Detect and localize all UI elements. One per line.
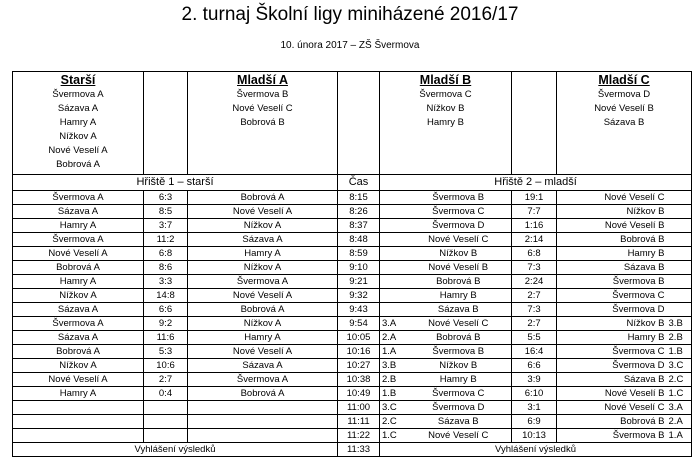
field2-score: 6:6: [512, 359, 557, 373]
field1-score: 10:6: [144, 359, 188, 373]
match-time: 11:22: [338, 429, 380, 443]
field2-home-seed: [380, 303, 406, 317]
field2-away-team: Švermova C: [557, 289, 667, 303]
field2-home-team: Bobrová B: [406, 331, 512, 345]
field1-home-team: Hamry A: [13, 275, 144, 289]
field1-score: 2:7: [144, 373, 188, 387]
field2-home-team: Švermova C: [406, 205, 512, 219]
field2-away-team: Švermova C: [557, 345, 667, 359]
category-starsi: [13, 72, 144, 175]
field2-away-team: Nové Veselí B: [557, 219, 667, 233]
field1-score: 9:2: [144, 317, 188, 331]
field2-score: 7:7: [512, 205, 557, 219]
match-time: 10:27: [338, 359, 380, 373]
match-time: 11:00: [338, 401, 380, 415]
awards-field1: Vyhlášení výsledků: [13, 443, 338, 457]
category-team: Sázava B: [603, 117, 645, 128]
field2-away-seed: [667, 219, 692, 233]
field1-home-team: Nížkov A: [13, 289, 144, 303]
match-row: [13, 303, 692, 317]
field2-away-team: Bobrová B: [557, 233, 667, 247]
match-time: 10:38: [338, 373, 380, 387]
field2-away-team: Švermova B: [557, 275, 667, 289]
field1-away-team: Bobrová A: [188, 191, 338, 205]
match-time: 11:11: [338, 415, 380, 429]
match-row: [13, 219, 692, 233]
field2-away-seed: 3.B: [667, 317, 692, 331]
field1-home-team: Nížkov A: [13, 359, 144, 373]
section-header-row: [13, 175, 692, 191]
field2-home-seed: [380, 247, 406, 261]
field1-away-team: Nížkov A: [188, 261, 338, 275]
field1-score: 11:2: [144, 233, 188, 247]
category-team: Hamry B: [427, 117, 464, 128]
field1-away-team: Nížkov A: [188, 219, 338, 233]
field2-away-seed: 2.C: [667, 373, 692, 387]
field1-away-team: Švermova A: [188, 373, 338, 387]
match-time: 10:05: [338, 331, 380, 345]
field2-away-seed: 2.A: [667, 415, 692, 429]
field2-away-team: Nížkov B: [557, 317, 667, 331]
field1-score: [144, 415, 188, 429]
field2-away-seed: [667, 303, 692, 317]
field2-score: 19:1: [512, 191, 557, 205]
field2-home-seed: [380, 261, 406, 275]
field1-home-team: Bobrová A: [13, 345, 144, 359]
field2-away-team: Bobrová B: [557, 415, 667, 429]
category-title: Mladší C: [598, 73, 650, 87]
field2-home-seed: 3.C: [380, 401, 406, 415]
field2-away-seed: 3.C: [667, 359, 692, 373]
field1-score: 0:4: [144, 387, 188, 401]
category-team: Švermova D: [597, 89, 651, 100]
match-row: [13, 191, 692, 205]
field1-away-team: [188, 401, 338, 415]
field1-score: 8:6: [144, 261, 188, 275]
field2-score: 5:5: [512, 331, 557, 345]
field2-home-seed: 2.A: [380, 331, 406, 345]
field2-away-team: Hamry B: [557, 331, 667, 345]
match-time: 9:10: [338, 261, 380, 275]
field2-home-seed: 3.A: [380, 317, 406, 331]
field1-home-team: Sázava A: [13, 205, 144, 219]
field2-score: 2:14: [512, 233, 557, 247]
field1-score: [144, 429, 188, 443]
field2-home-seed: 3.B: [380, 359, 406, 373]
field2-score: 6:9: [512, 415, 557, 429]
field1-home-team: Sázava A: [13, 303, 144, 317]
field2-away-seed: 3.A: [667, 401, 692, 415]
field1-away-team: Nové Veselí A: [188, 345, 338, 359]
category-mladsi-c: [557, 72, 692, 175]
page-title: 2. turnaj Školní ligy miniházené 2016/17: [181, 4, 519, 25]
field2-away-team: Nové Veselí B: [557, 387, 667, 401]
field2-home-team: Nížkov B: [406, 247, 512, 261]
match-time: 10:16: [338, 345, 380, 359]
match-row: [13, 401, 692, 415]
field1-home-team: Hamry A: [13, 387, 144, 401]
match-time: 8:26: [338, 205, 380, 219]
field1-home-team: [13, 415, 144, 429]
field2-header: Hřiště 2 – mladší: [380, 175, 692, 191]
category-team: Švermova A: [52, 89, 104, 100]
match-row: [13, 373, 692, 387]
match-row: [13, 345, 692, 359]
field2-home-seed: 1.B: [380, 387, 406, 401]
category-mladsi-b: [380, 72, 512, 175]
field1-score: 6:6: [144, 303, 188, 317]
field1-score: 11:6: [144, 331, 188, 345]
category-mladsi-a: [188, 72, 338, 175]
field1-away-team: [188, 429, 338, 443]
footer-row: [13, 443, 692, 457]
awards-time: 11:33: [338, 443, 380, 457]
field1-home-team: Hamry A: [13, 219, 144, 233]
match-time: 8:37: [338, 219, 380, 233]
category-team: Bobrová B: [240, 117, 285, 128]
field1-home-team: [13, 429, 144, 443]
field2-away-team: Nové Veselí C: [557, 191, 667, 205]
field2-home-seed: [380, 219, 406, 233]
category-team: Nížkov B: [426, 103, 465, 114]
field2-score: 6:8: [512, 247, 557, 261]
field2-score: 2:7: [512, 289, 557, 303]
field2-score: 10:13: [512, 429, 557, 443]
field2-score: 16:4: [512, 345, 557, 359]
field2-home-team: Švermova B: [406, 345, 512, 359]
field2-score: 6:10: [512, 387, 557, 401]
match-row: [13, 359, 692, 373]
field2-away-seed: 1.A: [667, 429, 692, 443]
match-time: 10:49: [338, 387, 380, 401]
categories-row: [13, 72, 692, 175]
field2-score: 3:1: [512, 401, 557, 415]
field2-score: 7:3: [512, 303, 557, 317]
match-row: [13, 261, 692, 275]
field1-away-team: [188, 415, 338, 429]
field2-home-team: Sázava B: [406, 415, 512, 429]
field2-away-team: Švermova B: [557, 429, 667, 443]
field2-home-team: Nížkov B: [406, 359, 512, 373]
field2-home-team: Hamry B: [406, 373, 512, 387]
field2-home-team: Bobrová B: [406, 275, 512, 289]
field2-home-seed: [380, 275, 406, 289]
match-row: [13, 317, 692, 331]
match-time: 9:54: [338, 317, 380, 331]
match-row: [13, 415, 692, 429]
field1-away-team: Hamry A: [188, 331, 338, 345]
field1-score: [144, 401, 188, 415]
field2-away-seed: [667, 247, 692, 261]
field2-score: 3:9: [512, 373, 557, 387]
field2-home-seed: [380, 233, 406, 247]
category-title: Mladší B: [419, 73, 472, 87]
field1-home-team: Sázava A: [13, 331, 144, 345]
category-team: Švermova B: [236, 89, 289, 100]
match-time: 8:48: [338, 233, 380, 247]
field2-away-seed: [667, 233, 692, 247]
category-title: Mladší A: [237, 73, 288, 87]
field2-score: 7:3: [512, 261, 557, 275]
match-row: [13, 429, 692, 443]
field2-away-team: Švermova D: [557, 359, 667, 373]
field2-home-team: Švermova C: [406, 387, 512, 401]
match-time: 8:59: [338, 247, 380, 261]
field2-away-seed: 1.C: [667, 387, 692, 401]
category-team: Hamry A: [59, 117, 97, 128]
field1-home-team: [13, 401, 144, 415]
field1-home-team: Švermova A: [13, 191, 144, 205]
field2-away-seed: [667, 275, 692, 289]
field1-score: 14:8: [144, 289, 188, 303]
field2-away-seed: 1.B: [667, 345, 692, 359]
match-time: 9:43: [338, 303, 380, 317]
schedule-table: [12, 71, 692, 457]
field2-home-seed: 1.C: [380, 429, 406, 443]
category-team: Nížkov A: [59, 131, 97, 142]
field1-score: 5:3: [144, 345, 188, 359]
field1-header: Hřiště 1 – starší: [13, 175, 338, 191]
field2-home-seed: 2.B: [380, 373, 406, 387]
field2-away-seed: 2.B: [667, 331, 692, 345]
match-time: 9:32: [338, 289, 380, 303]
field2-away-team: Nové Veselí C: [557, 401, 667, 415]
field2-away-team: Sázava B: [557, 373, 667, 387]
category-team: Švermova C: [419, 89, 472, 100]
field2-away-team: Švermova D: [557, 303, 667, 317]
field1-score: 8:5: [144, 205, 188, 219]
field1-score: 6:8: [144, 247, 188, 261]
field2-home-team: Nové Veselí C: [406, 317, 512, 331]
field1-away-team: Bobrová A: [188, 303, 338, 317]
field2-away-seed: [667, 261, 692, 275]
field2-home-team: Švermova D: [406, 219, 512, 233]
field2-score: 2:24: [512, 275, 557, 289]
field2-home-team: Nové Veselí B: [406, 261, 512, 275]
match-row: [13, 331, 692, 345]
category-team: Bobrová A: [56, 159, 100, 170]
field2-home-team: Švermova B: [406, 191, 512, 205]
field1-away-team: Hamry A: [188, 247, 338, 261]
field2-away-team: Sázava B: [557, 261, 667, 275]
field2-home-seed: [380, 205, 406, 219]
field2-away-team: Hamry B: [557, 247, 667, 261]
field1-away-team: Nížkov A: [188, 317, 338, 331]
match-time: 9:21: [338, 275, 380, 289]
field2-score: 1:16: [512, 219, 557, 233]
field2-home-team: Švermova D: [406, 401, 512, 415]
field2-home-seed: [380, 191, 406, 205]
category-team: Nové Veselí B: [594, 103, 654, 114]
field1-score: 6:3: [144, 191, 188, 205]
field1-away-team: Nové Veselí A: [188, 205, 338, 219]
match-time: 8:15: [338, 191, 380, 205]
field2-home-team: Nové Veselí C: [406, 429, 512, 443]
field1-score: 3:3: [144, 275, 188, 289]
field1-home-team: Švermova A: [13, 233, 144, 247]
field2-home-team: Sázava B: [406, 303, 512, 317]
field1-score: 3:7: [144, 219, 188, 233]
field1-away-team: Nové Veselí A: [188, 289, 338, 303]
category-team: Sázava A: [57, 103, 99, 114]
match-row: [13, 205, 692, 219]
field2-away-seed: [667, 191, 692, 205]
field1-away-team: Švermova A: [188, 275, 338, 289]
category-team: Nové Veselí C: [232, 103, 293, 114]
event-subtitle: 10. února 2017 – ZŠ Švermova: [280, 40, 420, 51]
awards-field2: Vyhlášení výsledků: [380, 443, 692, 457]
category-title: Starší: [60, 73, 96, 87]
field1-home-team: Nové Veselí A: [13, 247, 144, 261]
match-row: [13, 275, 692, 289]
match-row: [13, 387, 692, 401]
field1-away-team: Bobrová A: [188, 387, 338, 401]
field2-score: 2:7: [512, 317, 557, 331]
match-row: [13, 247, 692, 261]
match-row: [13, 289, 692, 303]
field2-away-seed: [667, 205, 692, 219]
field2-home-team: Hamry B: [406, 289, 512, 303]
field1-away-team: Sázava A: [188, 233, 338, 247]
field2-home-seed: 1.A: [380, 345, 406, 359]
field1-home-team: Švermova A: [13, 317, 144, 331]
field1-home-team: Bobrová A: [13, 261, 144, 275]
field2-home-seed: 2.C: [380, 415, 406, 429]
time-header: Čas: [338, 175, 380, 191]
field1-away-team: Sázava A: [188, 359, 338, 373]
category-team: Nové Veselí A: [48, 145, 108, 156]
field2-away-team: Nížkov B: [557, 205, 667, 219]
field2-away-seed: [667, 289, 692, 303]
field2-home-team: Nové Veselí C: [406, 233, 512, 247]
match-row: [13, 233, 692, 247]
field2-home-seed: [380, 289, 406, 303]
field1-home-team: Nové Veselí A: [13, 373, 144, 387]
